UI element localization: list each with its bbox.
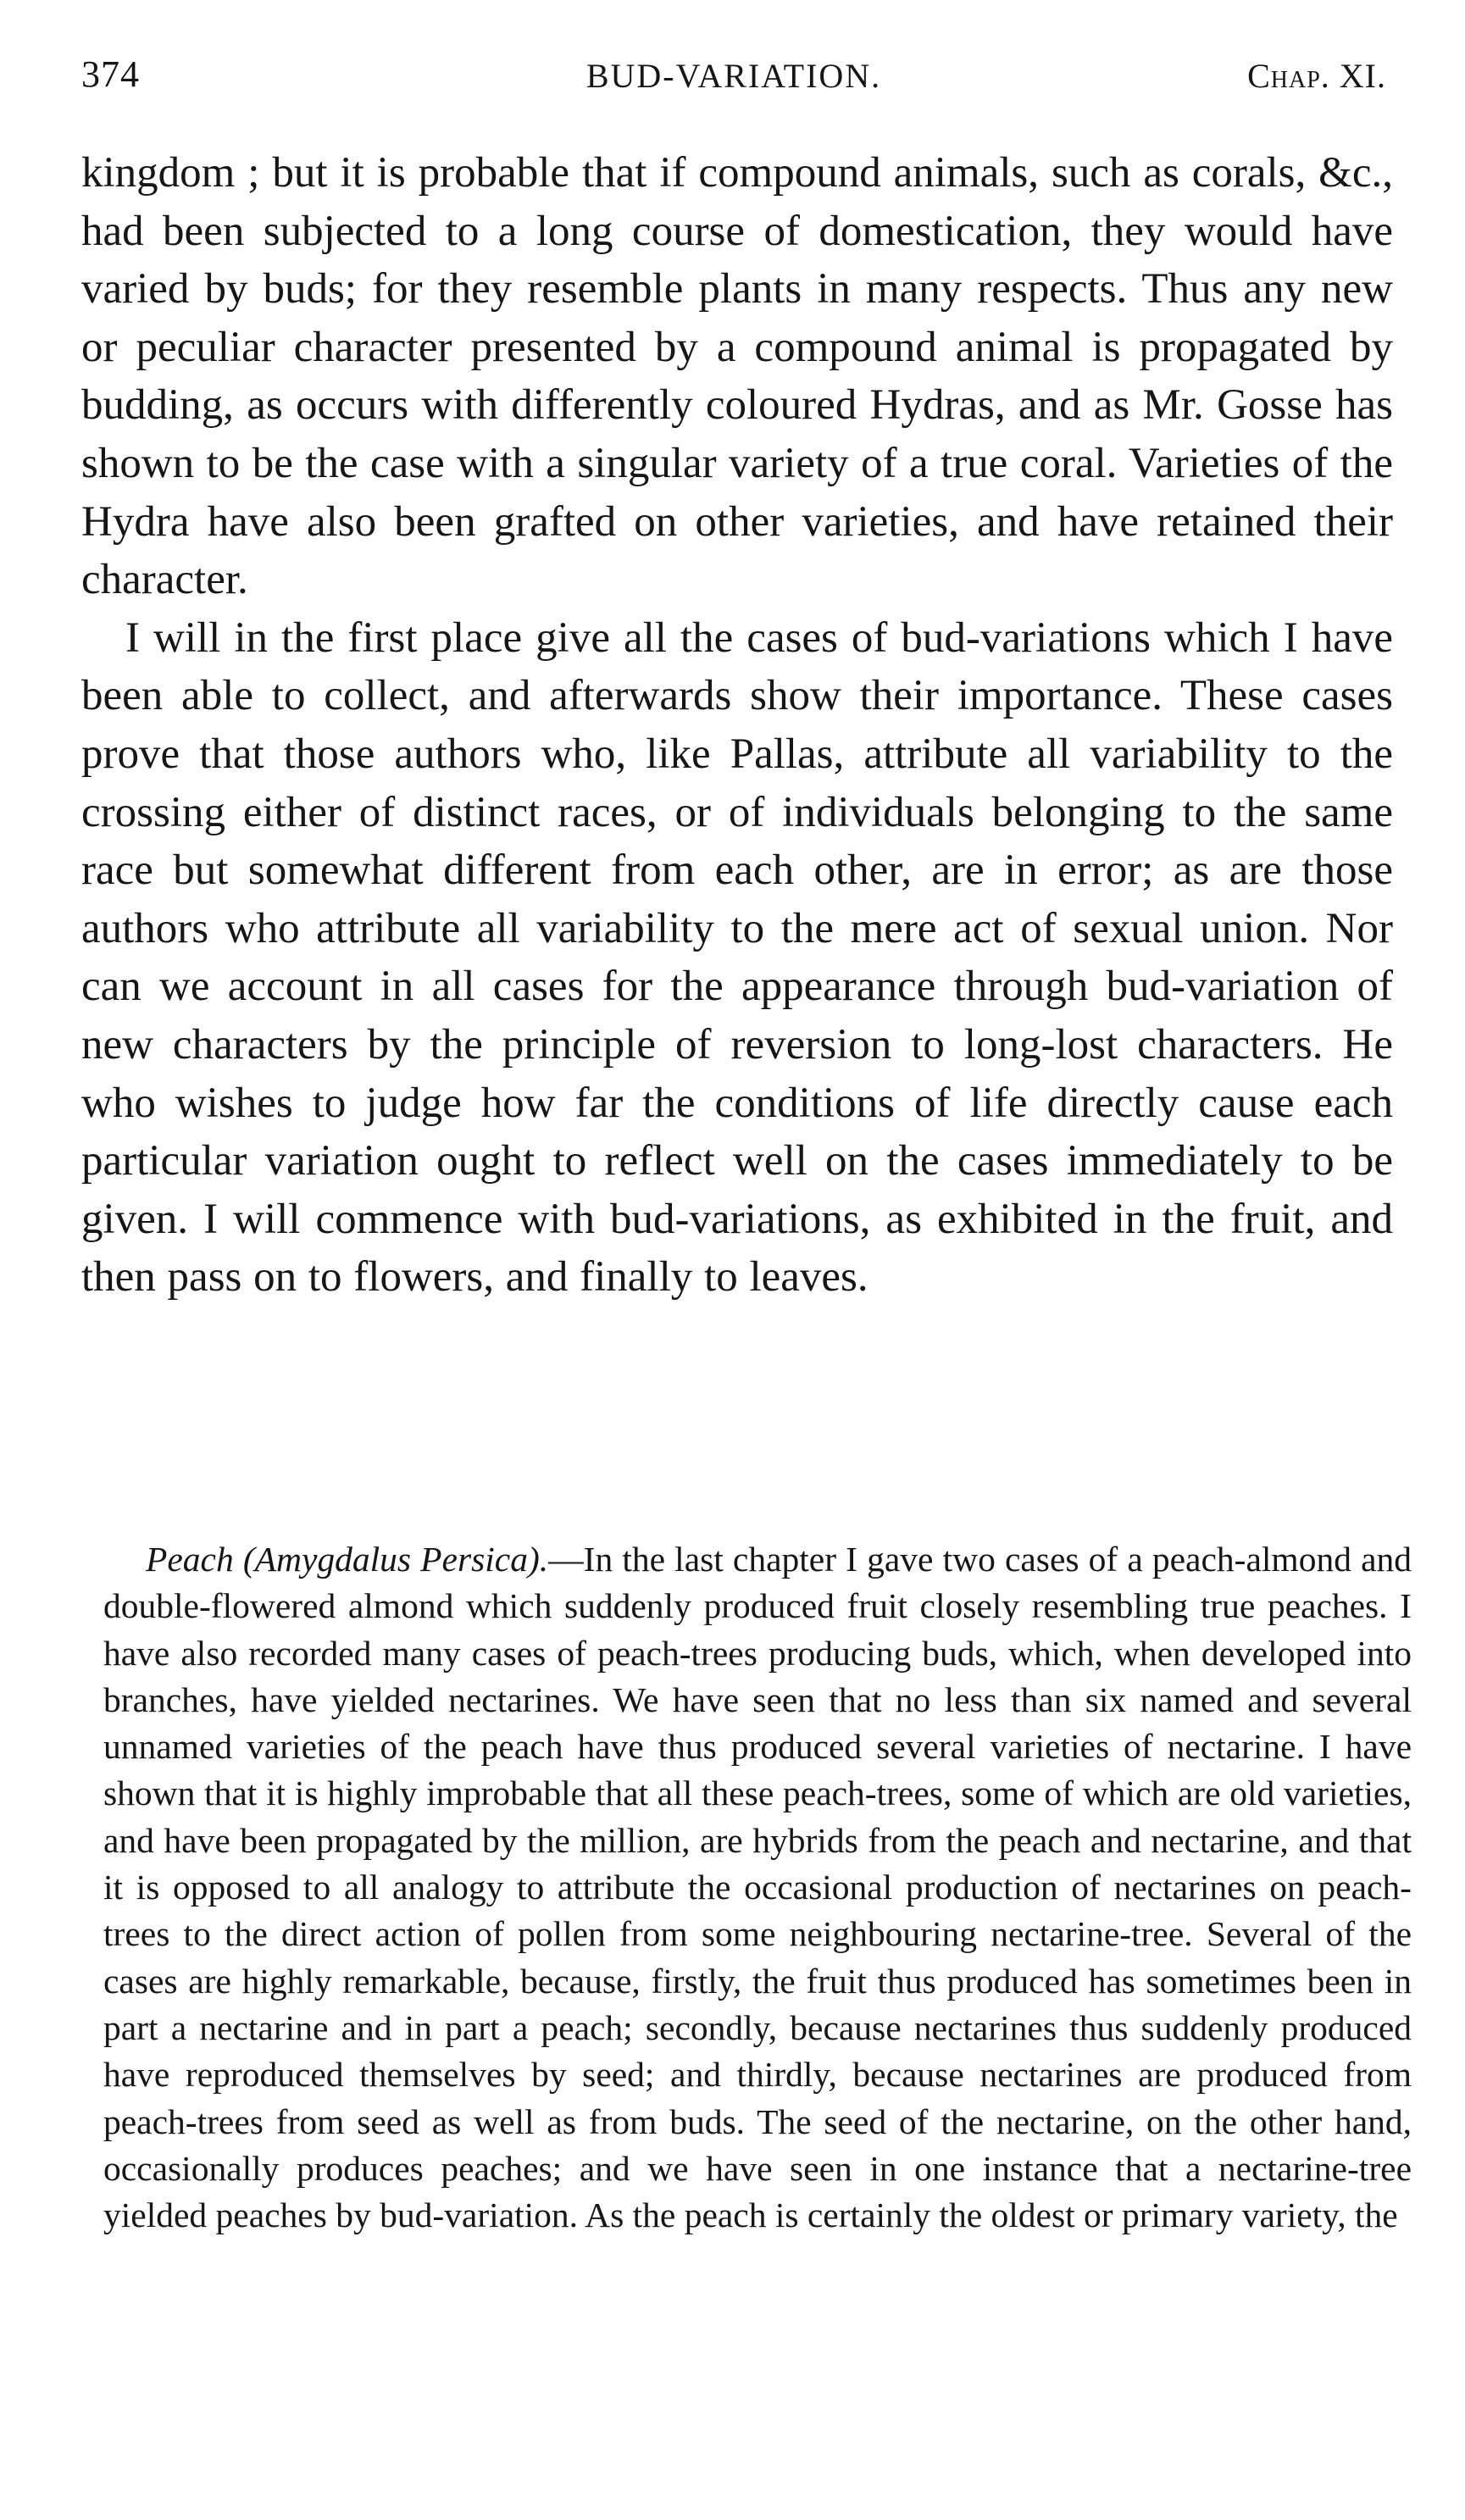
chapter-reference: Chap. XI. (1247, 57, 1386, 95)
paragraph-continuation: kingdom ; but it is probable that if compound animals, such as corals, &c., had been subjected to a long course of domestication, they would have varied by buds; for they resemble plants in many respects. Thus any new or peculiar character presented by a compound animal is propagated by budding, as occurs with differently coloured Hydras, and as Mr. Gosse has shown to be the case with a singular variety of a true coral. Varieties of the Hydra have also been grafted on other varieties, and have retained their character. (81, 149, 1393, 604)
running-title: BUD-VARIATION. (585, 57, 882, 95)
main-text (81, 144, 1393, 1307)
peach-section (103, 1536, 1412, 2239)
page-number: 374 (81, 53, 140, 95)
paragraph-bud-variations: I will in the first place give all the cases of bud-variations which I have been able to collect, and afterwards show their importance. These cases prove that those authors who, like Pallas, attribute all variability to the crossing either of distinct races, or of individuals belonging to the same race but somewhat different from each other, are in error; as are those authors who attribute all variability to the mere act of sexual union. Nor can we account in all cases for the appearance through bud-variation of new characters by the principle of reversion to long-lost characters. He who wishes to judge how far the conditions of life directly cause each particular variation ought to reflect well on the cases immediately to be given. I will commence with bud-variations, as exhibited in the fruit, and then pass on to flowers, and finally to leaves. (81, 613, 1393, 1302)
peach-paragraph (103, 1536, 1412, 2239)
peach-body: —In the last chapter I gave two cases of a peach-almond and double-flowered almond which suddenly produced fruit closely resembling true peaches. I have also recorded many cases of peach-trees producing buds, which, when developed into branches, have yielded nectarines. We have seen that no less than six named and several unnamed varieties of the peach have thus produced several varieties of nectarine. I have shown that it is highly improbable that all these peach-trees, some of which are old varieties, and have been propagated by the million, are hybrids from the peach and nectarine, and that it is opposed to all analogy to attribute the occasional production of nectarines on peach-trees to the direct action of pollen from some neighbouring nectarine-tree. Several of the cases are highly remarkable, because, firstly, the fruit thus produced has sometimes been in part a nectarine and in part a peach; secondly, because nectarines thus suddenly produced have reproduced themselves by seed; and thirdly, because nectarines are produced from peach-trees from seed as well as from buds. The seed of the nectarine, on the other hand, occasionally produces peaches; and we have seen in one instance that a nectarine-tree yielded peaches by bud-variation. As the peach is certainly the oldest or primary variety, the (103, 1540, 1412, 2235)
running-head (81, 53, 1386, 103)
peach-heading: Peach (Amygdalus Persica). (146, 1540, 549, 1579)
